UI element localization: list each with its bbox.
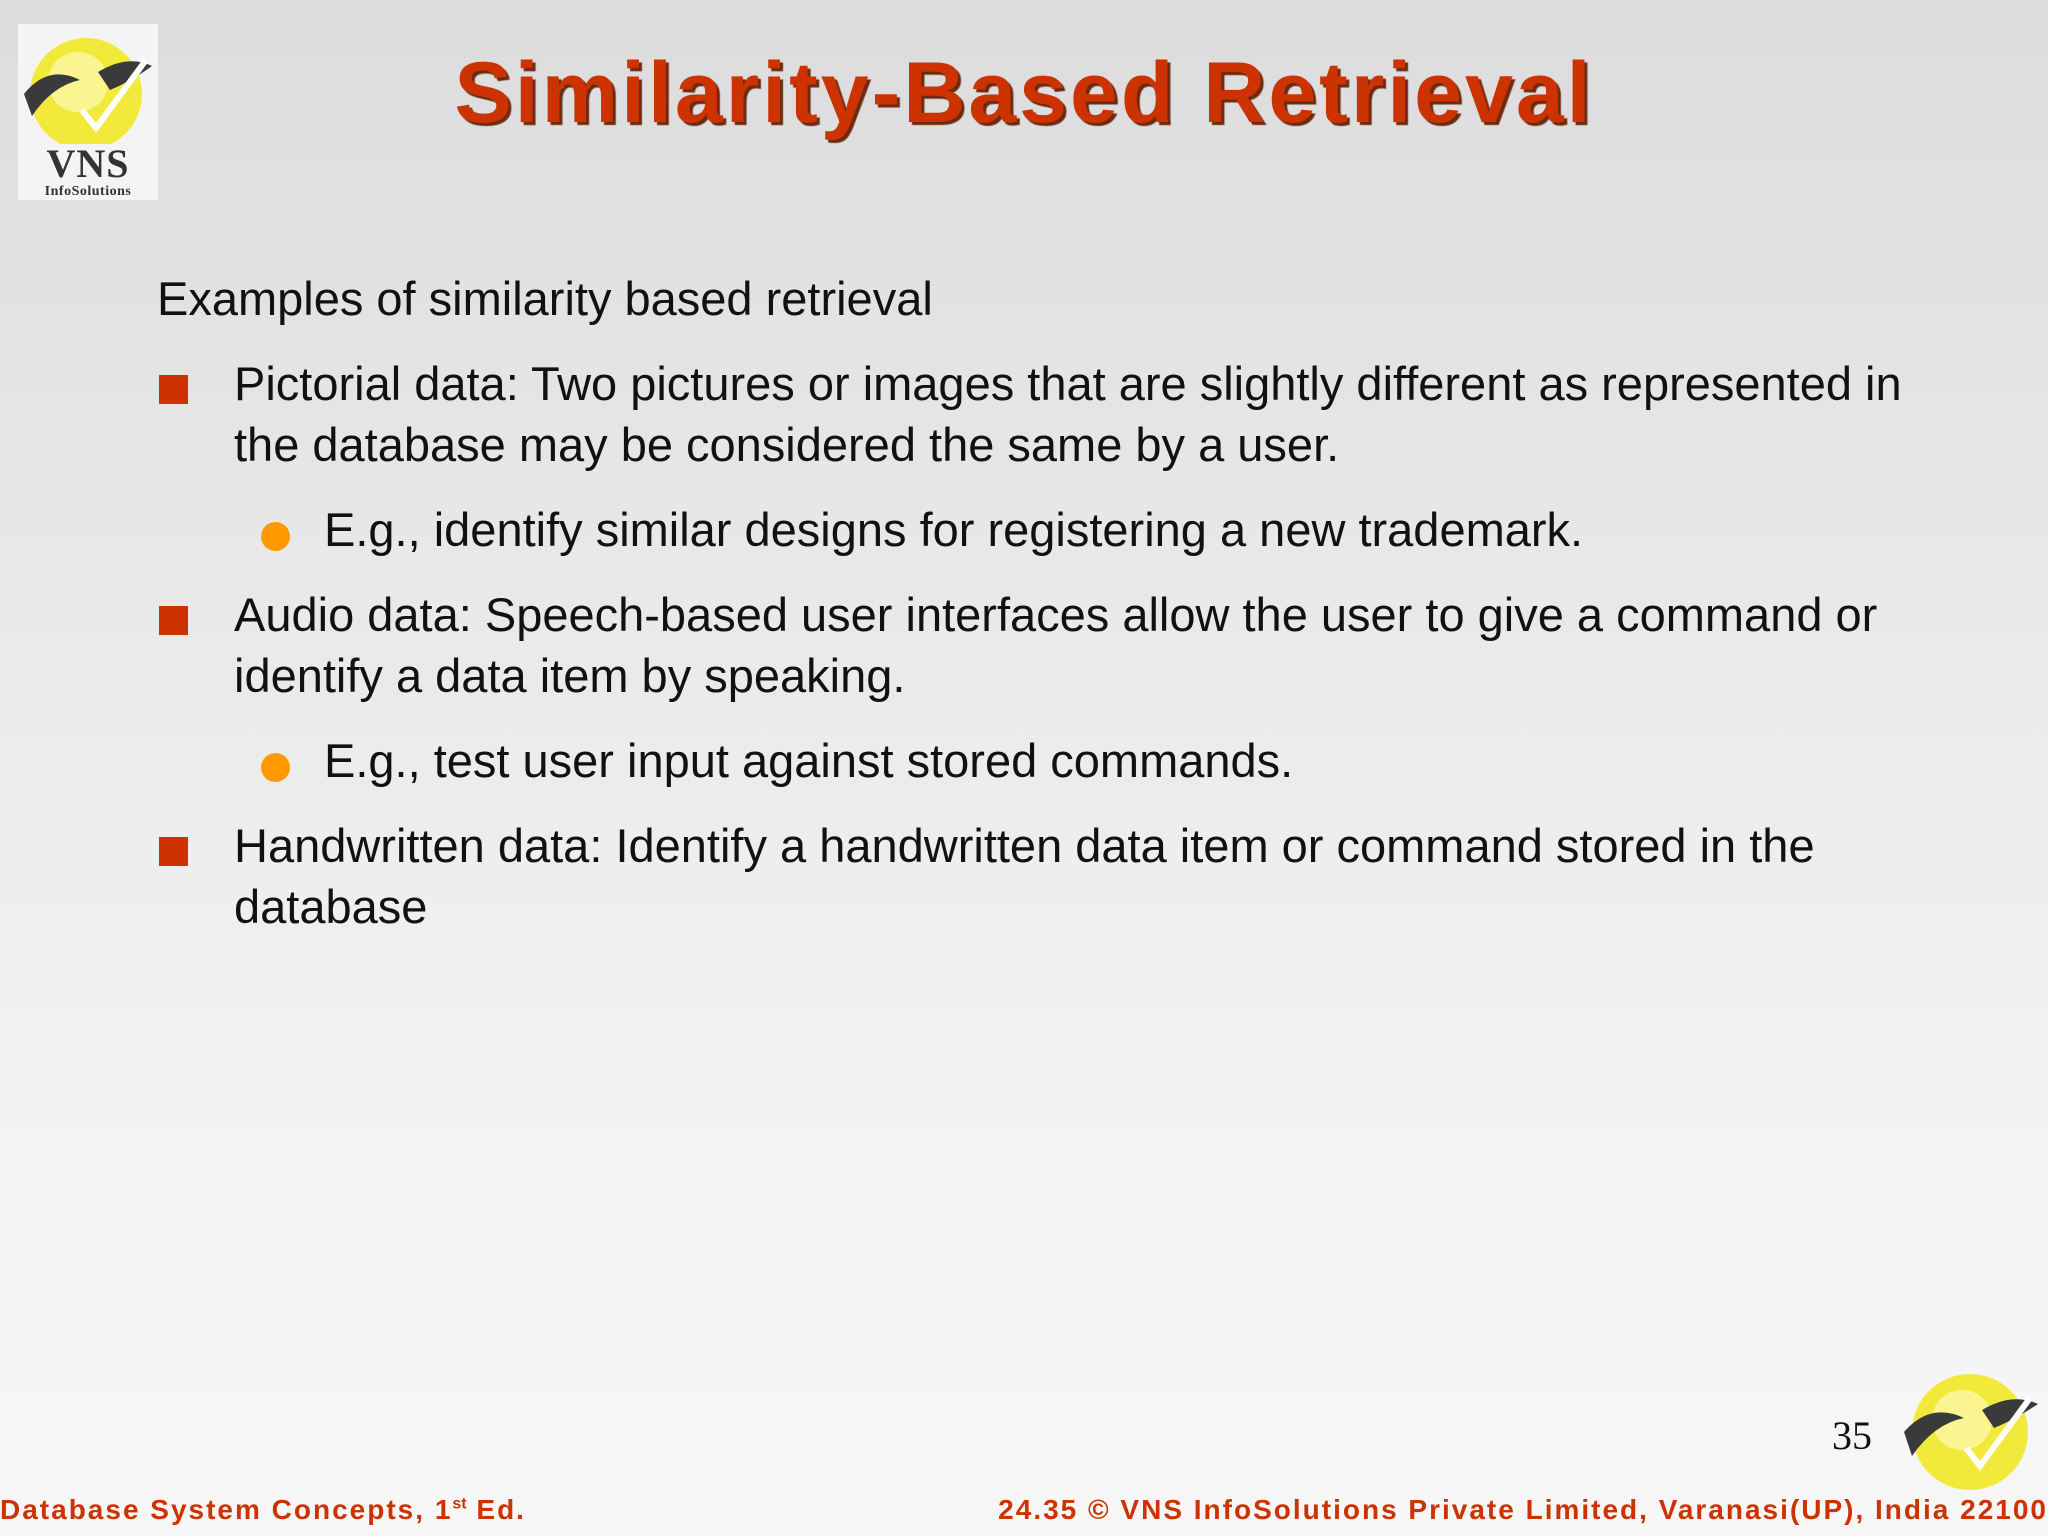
slide-title: Similarity-Based Retrieval (454, 45, 1594, 141)
bullet-text: Pictorial data: Two pictures or images that are slightly different as represented in the database may be considered the same by a user. (234, 357, 1902, 471)
bullet-text: Audio data: Speech-based user interfaces allow the user to give a command or identify a data item by speaking. (234, 588, 1878, 702)
bullet-audio (157, 584, 1917, 706)
footer-left-text: Database System Concepts, 1 (0, 1494, 453, 1525)
square-bullet-icon (159, 606, 188, 635)
circle-bullet-icon (261, 753, 290, 782)
square-bullet-icon (159, 375, 188, 404)
bullet-pictorial (157, 353, 1917, 475)
footer-copyright: 24.35 © VNS InfoSolutions Private Limited, Varanasi(UP), India 22100 (998, 1494, 2048, 1525)
bullet-text: Handwritten data: Identify a handwritten data item or command stored in the database (234, 819, 1815, 933)
footer-left-edition: Ed. (466, 1494, 526, 1525)
intro-text: Examples of similarity based retrieval (157, 272, 933, 325)
footer-left-sup: st (452, 1495, 467, 1513)
logo-tagline: InfoSolutions (44, 184, 132, 199)
bullet-handwritten (157, 815, 1917, 937)
circle-bullet-icon (261, 522, 290, 551)
sub-bullet-text: E.g., identify similar designs for registering a new trademark. (324, 503, 1584, 556)
page-number: 35 (1832, 1413, 1872, 1458)
sub-bullet-trademark (157, 499, 1917, 560)
footer-book-title (0, 1494, 526, 1526)
vns-logo-small (1900, 1370, 2040, 1490)
sub-bullet-commands (157, 730, 1917, 791)
sub-bullet-text: E.g., test user input against stored commands. (324, 734, 1294, 787)
slide-content (157, 268, 1917, 961)
square-bullet-icon (159, 837, 188, 866)
logo-emblem-icon (1900, 1370, 2040, 1490)
logo-name: VNS (46, 141, 130, 186)
